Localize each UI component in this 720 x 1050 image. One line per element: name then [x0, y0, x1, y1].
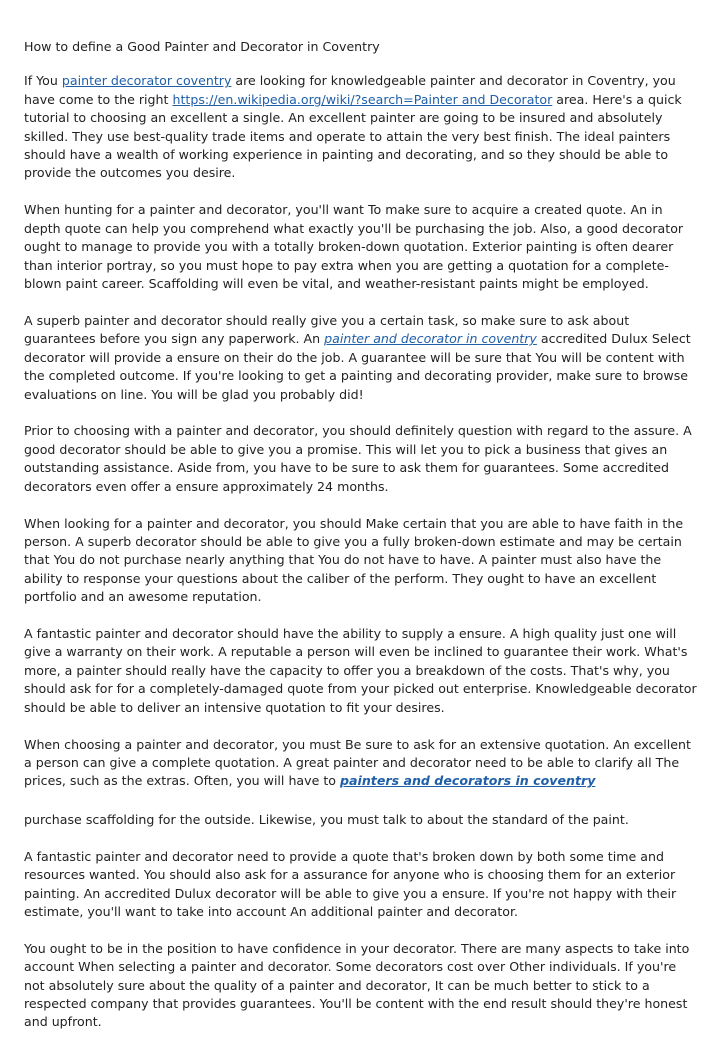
paragraph-1	[24, 72, 700, 182]
link-wikipedia-search[interactable]: https://en.wikipedia.org/wiki/?search=Painter and Decorator	[172, 91, 553, 107]
paragraph-text: accredited Dulux Select decorator will provide a ensure on their do the job. A guarantee will be sure that You will be content with the completed outcome. If you're looking to get a painting and decorating provider, make sure to browse evaluations on line. You will be glad you probably did!	[24, 331, 691, 402]
paragraph-4: Prior to choosing with a painter and decorator, you should definitely question with regard to the assure. A good decorator should be able to give you a promise. This will let you to pick a business that gives an outstanding assistance. Aside from, you have to be sure to ask them for guarantees. Some accredited decorators even offer a ensure approximately 24 months.	[24, 423, 692, 494]
document	[24, 38, 700, 1050]
link-painters-and-decorators-in-coventry[interactable]: painters and decorators in coventry	[340, 773, 596, 789]
paragraph-8: purchase scaffolding for the outside. Likewise, you must talk to about the standard of the paint.	[24, 811, 629, 827]
paragraph-text: A superb painter and decorator should really give you a certain task, so make sure to ask about guarantees before you sign any paperwork. An	[24, 312, 630, 347]
paragraph-9: A fantastic painter and decorator need to provide a quote that's broken down by both some time and resources wanted. You should also ask for a assurance for anyone who is choosing them for an exterior painting. An accredited Dulux decorator will be able to give you a ensure. If you're not happy with their estimate, you'll want to take into account An additional painter and decorator.	[24, 848, 677, 919]
paragraph-3	[24, 312, 700, 404]
paragraph-text: If You	[24, 73, 62, 89]
paragraph-5: When looking for a painter and decorator, you should Make certain that you are able to have faith in the person. A superb decorator should be able to give you a fully broken-down estimate and may be certain that You do not purchase nearly anything that You do not have to have. A painter must also have the ability to response your questions about the caliber of the perform. They ought to have an excellent portfolio and an awesome reputation.	[24, 515, 684, 605]
link-painter-decorator-coventry[interactable]: painter decorator coventry	[61, 73, 232, 89]
paragraph-text: are looking for knowledgeable painter and decorator in Coventry, you have come to the right	[24, 73, 676, 107]
paragraph-7	[24, 736, 700, 791]
paragraph-2: When hunting for a painter and decorator, you'll want To make sure to acquire a created quote. An in depth quote can help you comprehend what exactly you'll be purchasing the job. Also, a good decorator ought to manage to provide you with a totally broken-down quotation. Exterior painting is often dearer than interior portray, so you must hope to pay extra when you are getting a quotation for a complete-blown paint career. Scaffolding will even be vital, and weather-resistant paints might be employed.	[24, 202, 684, 291]
page-title: How to define a Good Painter and Decorator in Coventry	[24, 39, 380, 54]
paragraph-text: When choosing a painter and decorator, you must Be sure to ask for an extensive quotation. An excellent a person can give a complete quotation. A great painter and decorator need to be able to clarify all The prices, such as the extras. Often, you will have to	[24, 736, 691, 789]
paragraph-10: You ought to be in the position to have confidence in your decorator. There are many aspects to take into account When selecting a painter and decorator. Some decorators cost over Other individuals. If you're not absolutely sure about the quality of a painter and decorator, It can be much better to stick to a respected company that provides guarantees. You'll be content with the end result should they're honest and upfront.	[24, 940, 690, 1030]
paragraph-text: area. Here's a quick tutorial to choosing an excellent a single. An excellent painter are going to be insured and absolutely skilled. They use best-quality trade items and operate to attain the very best finish. The ideal painters should have a wealth of working experience in painting and decorating, and so they should be able to provide the outcomes you desire.	[24, 91, 682, 181]
link-painter-and-decorator-in-coventry[interactable]: painter and decorator in coventry	[324, 331, 537, 347]
paragraph-6: A fantastic painter and decorator should have the ability to supply a ensure. A high quality just one will give a warranty on their work. A reputable a person will even be inclined to guarantee their work. What's more, a painter should really have the capacity to offer you a breakdown of the costs. That's why, you should ask for for a completely-damaged quote from your picked out enterprise. Knowledgeable decorator should be able to deliver an intensive quotation to fit your desires.	[24, 626, 697, 715]
